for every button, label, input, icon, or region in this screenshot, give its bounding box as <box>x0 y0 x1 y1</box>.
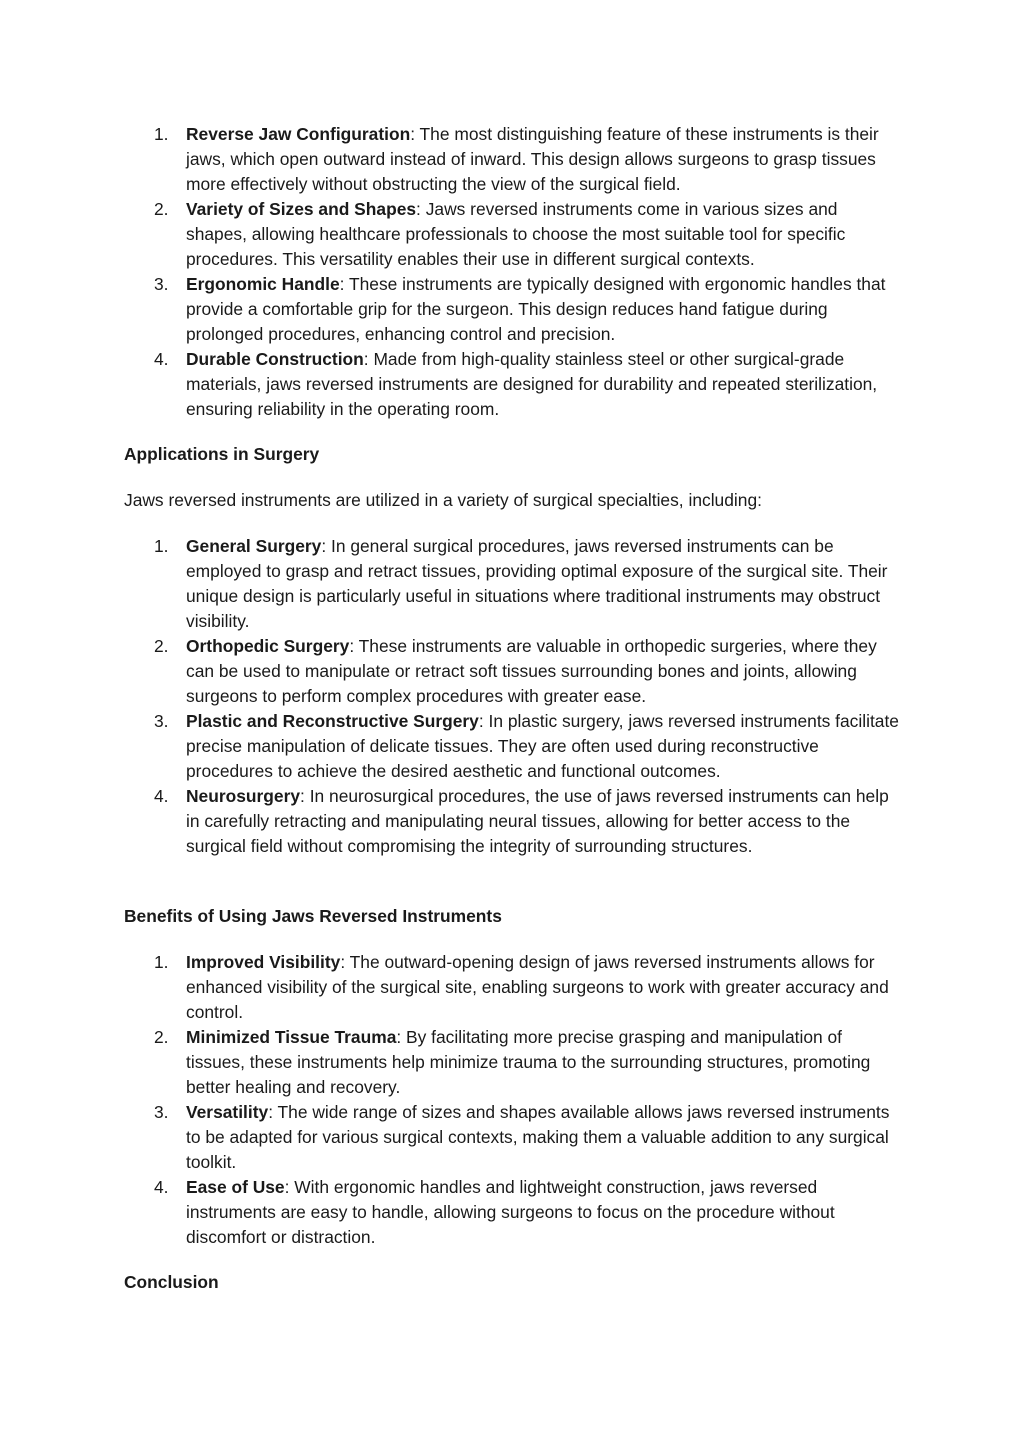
list-item <box>0 950 902 1025</box>
list-number: 2. <box>154 1027 169 1047</box>
applications-list <box>0 534 902 859</box>
list-description: : In plastic surgery, jaws reversed instruments facilitate precise manipulation of delicate tissues. They are often used during reconstructive procedures to achieve the desired aesthetic and functional outcomes. <box>186 711 899 781</box>
features-list <box>0 122 902 422</box>
list-number: 3. <box>154 711 169 731</box>
list-description: : The outward-opening design of jaws reversed instruments allows for enhanced visibility of the surgical site, enabling surgeons to work with greater accuracy and control. <box>186 952 889 1022</box>
list-term: General Surgery <box>186 536 322 556</box>
list-description: : These instruments are valuable in orthopedic surgeries, where they can be used to manipulate or retract soft tissues surrounding bones and joints, allowing surgeons to perform complex procedures with greater ease. <box>186 636 877 706</box>
list-description: : With ergonomic handles and lightweight construction, jaws reversed instruments are easy to handle, allowing surgeons to focus on the procedure without discomfort or distraction. <box>186 1177 835 1247</box>
list-description: : In neurosurgical procedures, the use of jaws reversed instruments can help in carefully retracting and manipulating neural tissues, allowing for better access to the surgical field without compromising the integrity of surrounding structures. <box>186 786 889 856</box>
list-item <box>0 347 902 422</box>
list-number: 1. <box>154 952 169 972</box>
list-term: Ergonomic Handle <box>186 274 340 294</box>
list-item <box>0 122 902 197</box>
list-description: : In general surgical procedures, jaws reversed instruments can be employed to grasp and retract tissues, providing optimal exposure of the surgical site. Their unique design is particularly useful in situations where traditional instruments may obstruct visibility. <box>186 536 888 631</box>
list-number: 2. <box>154 199 169 219</box>
list-description: : Made from high-quality stainless steel or other surgical-grade materials, jaws reversed instruments are designed for durability and repeated sterilization, ensuring reliability in the operating room. <box>186 349 878 419</box>
list-term: Improved Visibility <box>186 952 341 972</box>
section-heading-applications: Applications in Surgery <box>124 444 320 464</box>
list-term: Variety of Sizes and Shapes <box>186 199 417 219</box>
list-term: Plastic and Reconstructive Surgery <box>186 711 479 731</box>
list-item <box>0 1175 902 1250</box>
list-term: Durable Construction <box>186 349 364 369</box>
applications-intro: Jaws reversed instruments are utilized in a variety of surgical specialties, including: <box>124 490 762 510</box>
list-item <box>0 634 902 709</box>
list-term: Reverse Jaw Configuration <box>186 124 411 144</box>
list-number: 3. <box>154 1102 169 1122</box>
list-item <box>0 1100 902 1175</box>
list-item <box>0 709 902 784</box>
section-heading-conclusion: Conclusion <box>124 1272 219 1292</box>
list-item <box>0 784 902 859</box>
list-item <box>0 534 902 634</box>
list-description: : These instruments are typically designed with ergonomic handles that provide a comfortable grip for the surgeon. This design reduces hand fatigue during prolonged procedures, enhancing control and precision. <box>186 274 886 344</box>
list-item <box>0 272 902 347</box>
benefits-list <box>0 950 902 1250</box>
list-number: 1. <box>154 124 169 144</box>
list-term: Ease of Use <box>186 1177 285 1197</box>
list-item <box>0 1025 902 1100</box>
section-heading-benefits: Benefits of Using Jaws Reversed Instruments <box>124 906 502 926</box>
list-number: 4. <box>154 786 169 806</box>
list-number: 2. <box>154 636 169 656</box>
list-number: 1. <box>154 536 169 556</box>
list-number: 4. <box>154 349 169 369</box>
list-number: 4. <box>154 1177 169 1197</box>
list-term: Versatility <box>186 1102 269 1122</box>
list-item <box>0 197 902 272</box>
list-term: Neurosurgery <box>186 786 301 806</box>
list-term: Orthopedic Surgery <box>186 636 350 656</box>
list-term: Minimized Tissue Trauma <box>186 1027 397 1047</box>
list-description: : The most distinguishing feature of these instruments is their jaws, which open outward instead of inward. This design allows surgeons to grasp tissues more effectively without obstructing the view of the surgical field. <box>186 124 879 194</box>
list-description: : Jaws reversed instruments come in various sizes and shapes, allowing healthcare professionals to choose the most suitable tool for specific procedures. This versatility enables their use in different surgical contexts. <box>186 199 846 269</box>
list-description: : The wide range of sizes and shapes available allows jaws reversed instruments to be adapted for various surgical contexts, making them a valuable addition to any surgical toolkit. <box>186 1102 890 1172</box>
list-number: 3. <box>154 274 169 294</box>
list-description: : By facilitating more precise grasping and manipulation of tissues, these instruments help minimize trauma to the surrounding structures, promoting better healing and recovery. <box>186 1027 871 1097</box>
